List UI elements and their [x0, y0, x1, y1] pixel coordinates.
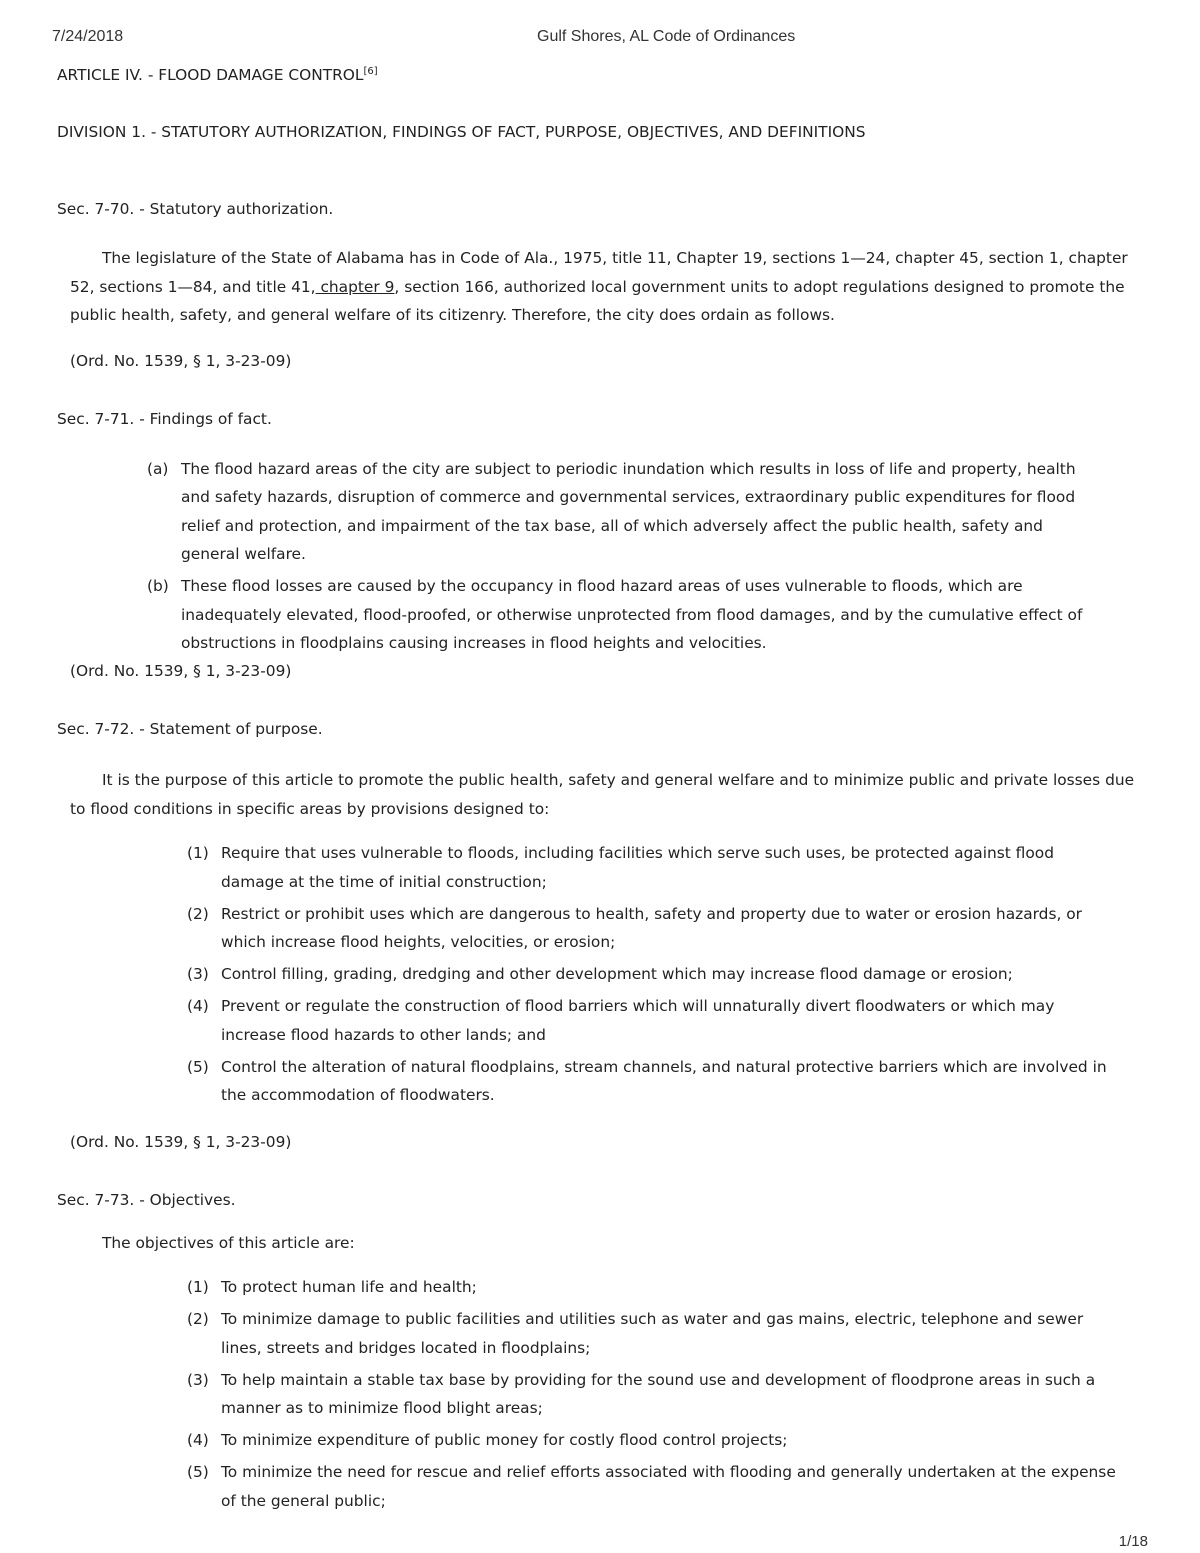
list-item-label: (1) — [187, 844, 209, 862]
list-item — [57, 1426, 1137, 1455]
list-item — [57, 1273, 1137, 1302]
document-body — [57, 62, 1137, 1519]
list-item-text: To help maintain a stable tax base by providing for the sound use and development of floodprone areas in such a manner as to minimize flood blight areas; — [221, 1370, 1096, 1417]
list-item-text: Require that uses vulnerable to floods, including facilities which serve such uses, be protected against flood damage at the time of initial construction; — [221, 844, 1054, 891]
section-7-72-history-note: (Ord. No. 1539, § 1, 3-23-09) — [70, 1132, 292, 1151]
list-item — [57, 455, 1137, 569]
list-item — [57, 839, 1137, 896]
list-item-text: Control filling, grading, dredging and other development which may increase flood damage or erosion; — [221, 965, 1013, 983]
page-number: 1/18 — [1118, 1533, 1148, 1550]
division-title: DIVISION 1. - STATUTORY AUTHORIZATION, FINDINGS OF FACT, PURPOSE, OBJECTIVES, AND DEFINITIONS — [57, 123, 866, 141]
print-header-date: 7/24/2018 — [52, 28, 124, 45]
section-7-70-history-note: (Ord. No. 1539, § 1, 3-23-09) — [70, 351, 292, 370]
article-title — [57, 62, 1137, 85]
list-item — [57, 1458, 1137, 1515]
list-item — [57, 992, 1137, 1049]
list-item — [57, 900, 1137, 957]
list-item-label: (2) — [187, 904, 209, 923]
list-item-text: To minimize the need for rescue and relief efforts associated with flooding and generally undertaken at the expense of the general public; — [221, 1463, 1116, 1510]
list-item-label: (b) — [147, 577, 169, 595]
section-7-73-intro: The objectives of this article are: — [102, 1233, 355, 1252]
section-7-70-paragraph — [70, 244, 1137, 330]
chapter-9-link[interactable]: chapter 9 — [315, 277, 395, 296]
list-item-label: (3) — [187, 965, 209, 983]
section-7-72-intro: It is the purpose of this article to promote the public health, safety and general welfare and to minimize public and private losses due to flood conditions in specific areas by provisions designed to: — [70, 771, 1135, 818]
list-item-text: Restrict or prohibit uses which are dangerous to health, safety and property due to water or erosion hazards, or which increase flood heights, velocities, or erosion; — [221, 904, 1083, 951]
list-item-label: (5) — [187, 1057, 209, 1076]
section-title-7-72: Sec. 7-72. - Statement of purpose. — [57, 720, 323, 738]
objectives-list — [57, 1273, 1137, 1515]
list-item-label: (1) — [187, 1278, 209, 1296]
list-item — [57, 960, 1137, 989]
list-item-label: (4) — [187, 997, 209, 1015]
list-item — [57, 1366, 1137, 1423]
list-item — [57, 1053, 1137, 1110]
purpose-list — [57, 839, 1137, 1110]
list-item-label: (a) — [147, 459, 169, 478]
print-header-title: Gulf Shores, AL Code of Ordinances — [537, 28, 796, 45]
list-item-text: These flood losses are caused by the occupancy in flood hazard areas of uses vulnerable to floods, which are inadequately elevated, flood-proofed, or otherwise unprotected from flood damages, and by the cumulative effect of obstructions in floodplains causing increases in flood heights and velocities. — [181, 577, 1083, 652]
list-item-label: (2) — [187, 1310, 209, 1328]
list-item-text: To minimize expenditure of public money for costly flood control projects; — [221, 1431, 788, 1449]
paragraph-text: , section 166, authorized local government units to adopt regulations designed to promote the public health, safety, and general welfare of its citizenry. Therefore, the city does ordain as follows. — [70, 277, 1125, 324]
list-item-text: To protect human life and health; — [221, 1278, 477, 1296]
list-item — [57, 572, 1137, 658]
list-item — [57, 1305, 1137, 1362]
section-7-71-history-note: (Ord. No. 1539, § 1, 3-23-09) — [70, 662, 292, 680]
list-item-label: (5) — [187, 1463, 209, 1481]
footnote-link[interactable]: [6] — [363, 66, 378, 77]
list-item-label: (4) — [187, 1431, 209, 1449]
section-title-7-73: Sec. 7-73. - Objectives. — [57, 1190, 236, 1209]
list-item-label: (3) — [187, 1370, 209, 1389]
findings-list — [57, 455, 1137, 658]
list-item-text: The flood hazard areas of the city are subject to periodic inundation which results in loss of life and property, health and safety hazards, disruption of commerce and governmental services, extraordinary public expenditures for flood relief and protection, and impairment of the tax base, all of which adversely affect the public health, safety and general welfare. — [181, 459, 1076, 563]
article-title-text: ARTICLE IV. - FLOOD DAMAGE CONTROL — [57, 66, 364, 84]
section-title-7-70: Sec. 7-70. - Statutory authorization. — [57, 200, 334, 218]
section-title-7-71: Sec. 7-71. - Findings of fact. — [57, 409, 272, 428]
list-item-text: Prevent or regulate the construction of flood barriers which will unnaturally divert floodwaters or which may increase flood hazards to other lands; and — [221, 997, 1055, 1044]
paragraph-text: The legislature of the State of Alabama has in Code of Ala., 1975, title 11, Chapter 19, sections 1—24, chapter 45, section 1, chapter 52, sections 1—84, and title 41, — [70, 249, 1128, 296]
list-item-text: To minimize damage to public facilities and utilities such as water and gas mains, electric, telephone and sewer lines, streets and bridges located in floodplains; — [221, 1310, 1084, 1357]
list-item-text: Control the alteration of natural floodplains, stream channels, and natural protective barriers which are involved in the accommodation of floodwaters. — [221, 1057, 1107, 1104]
